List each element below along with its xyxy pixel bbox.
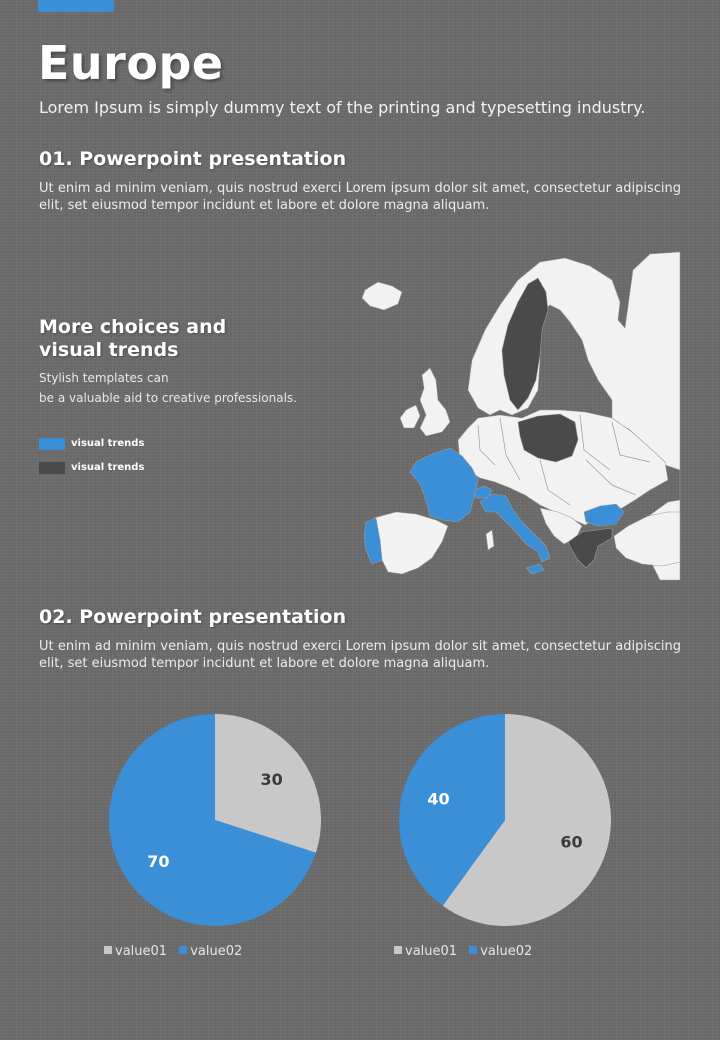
top-accent-bar [38,0,114,12]
pie-data-label: 60 [560,832,583,852]
page-title: Europe [38,36,224,90]
pie-legend-2 [394,944,540,959]
pie-chart-1 [100,705,330,935]
feature-line-1: Stylish templates can [39,371,169,385]
legend-item-value01 [104,944,167,959]
legend-swatch-dark [39,462,65,474]
section2-body: Ut enim ad minim veniam, quis nostrud exerci Lorem ipsum dolor sit amet, consectetur adipiscing elit, set eiusmod tempor incidunt et labore et dolore magna aliquam. [39,639,681,671]
map-spain [374,512,448,574]
map-turkey [614,512,680,566]
feature-title: More choices and visual trends [39,316,227,361]
pie-legend-1 [104,944,250,959]
section1-body: Ut enim ad minim veniam, quis nostrud exerci Lorem ipsum dolor sit amet, consectetur adipiscing elit, set eiusmod tempor incidunt et labore et dolore magna aliquam. [39,181,681,213]
feature-line-2: be a valuable aid to creative professionals. [39,391,297,405]
page-subtitle: Lorem Ipsum is simply dummy text of the printing and typesetting industry. [39,98,646,117]
map-iceland [362,282,402,310]
section2-heading: 02. Powerpoint presentation [39,606,347,628]
map-sardinia [486,530,494,550]
legend-label: value01 [405,944,458,959]
legend-label-blue: visual trends [71,438,145,449]
pie-data-label: 40 [427,789,450,809]
pie-chart-2 [390,705,620,935]
map-sicily [526,564,544,574]
pie-data-label: 70 [147,852,170,872]
legend-label: value01 [115,944,168,959]
map-ireland [400,405,420,428]
legend-item-value01 [394,944,457,959]
legend-dot [394,946,402,954]
section1-heading: 01. Powerpoint presentation [39,148,347,170]
map-britain [420,368,450,436]
legend-label-dark: visual trends [71,462,145,473]
legend-swatch-blue [39,438,65,450]
legend-dot [469,946,477,954]
legend-label: value02 [190,944,243,959]
legend-item-value02 [179,944,242,959]
legend-item-value02 [469,944,532,959]
legend-dot [104,946,112,954]
legend-dot [179,946,187,954]
europe-map [350,250,685,585]
legend-label: value02 [480,944,533,959]
pie-data-label: 30 [260,769,283,789]
